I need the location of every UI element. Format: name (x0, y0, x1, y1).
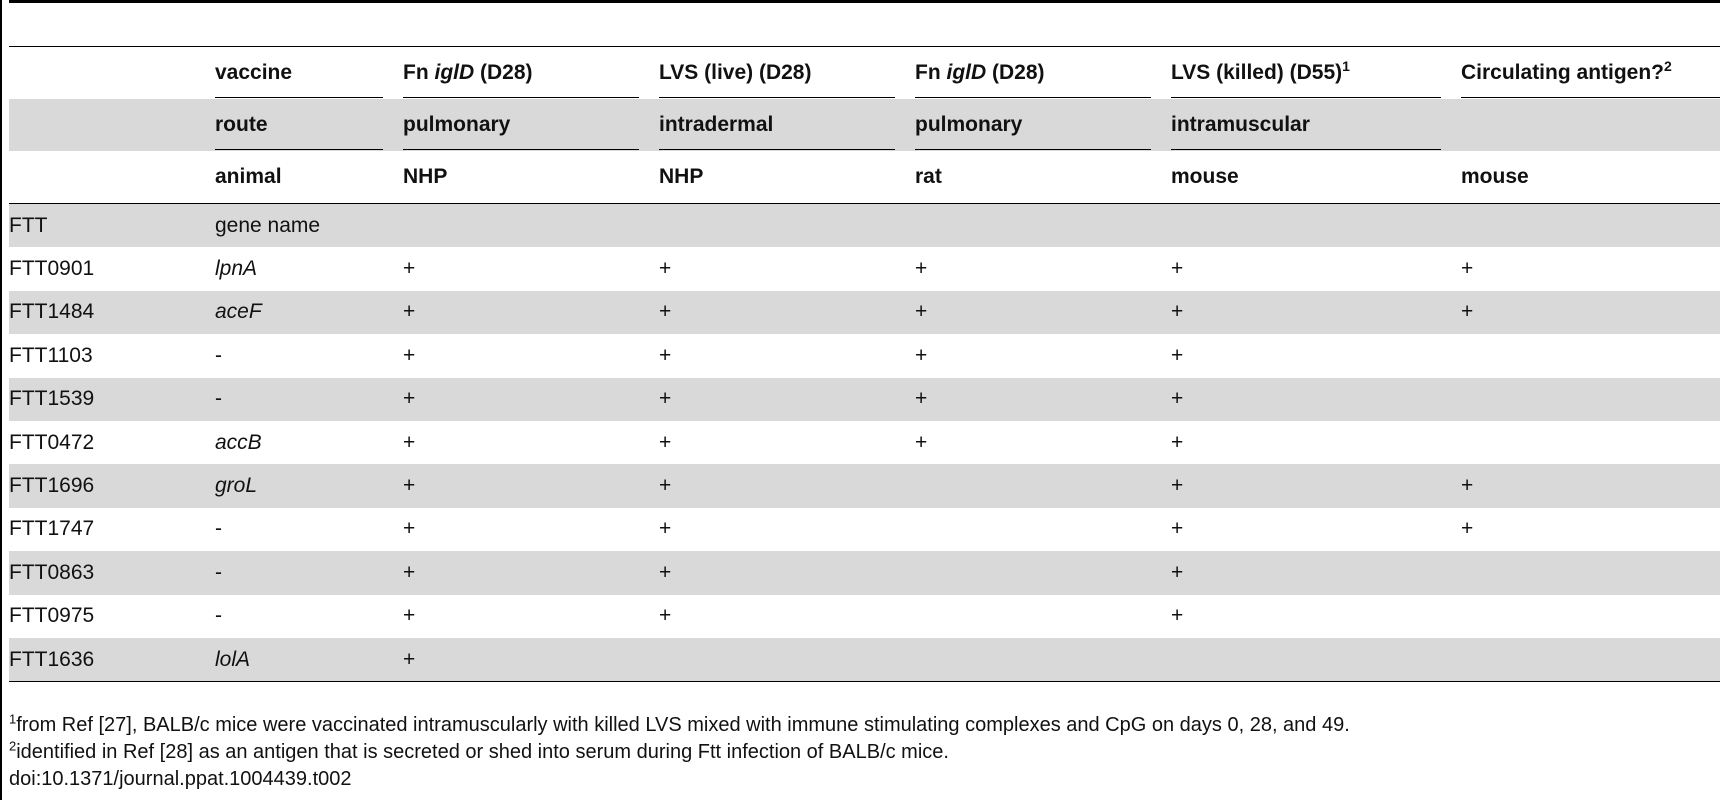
detection-mark-cell (915, 638, 1171, 682)
detection-mark-cell: + (659, 343, 672, 367)
vaccine-col-5: Circulating antigen?$^2$ (1461, 49, 1720, 98)
detection-mark-cell: + (1171, 343, 1184, 367)
footnote-1: $^1$from Ref [27], BALB/c mice were vaccinated intramuscularly with killed LVS mixed with immune stimulating complexes and CpG on days 0, 28, and 49. (9, 711, 1350, 736)
detection-mark-cell (915, 508, 1171, 551)
header-label-route: route (215, 101, 383, 150)
header-row-vaccine (9, 47, 1720, 100)
detection-mark-cell: + (1171, 604, 1184, 628)
table-row (9, 247, 1720, 290)
ftt-id-cell: FTT0901 (9, 257, 95, 281)
detection-mark-cell: + (659, 560, 672, 584)
detection-mark-cell: + (403, 560, 416, 584)
detection-mark-cell (1461, 638, 1720, 682)
detection-mark-cell (915, 595, 1171, 638)
table-row (9, 595, 1720, 638)
vaccine-col-1: Fn iglD (D28) (403, 49, 639, 98)
table-row (9, 464, 1720, 507)
animal-col-3: rat (915, 165, 942, 188)
detection-mark-cell: + (403, 638, 659, 682)
detection-mark-cell: + (659, 430, 672, 454)
table-row (9, 508, 1720, 551)
footnotes (9, 712, 1350, 793)
detection-mark-cell: + (1171, 387, 1184, 411)
ftt-id-cell: FTT0975 (9, 604, 95, 628)
ftt-id-cell: FTT1539 (9, 387, 95, 411)
results-table-container (9, 46, 1720, 682)
header-row-animal (9, 151, 1720, 204)
detection-mark-cell: + (1461, 474, 1474, 498)
detection-mark-cell (1461, 378, 1720, 421)
vaccine-col-4: LVS (killed) $(D55)^1$ (1171, 49, 1441, 98)
route-col-4: intramuscular (1171, 101, 1441, 150)
ftt-id-cell: FTT1484 (9, 300, 95, 324)
detection-mark-cell: + (659, 300, 672, 324)
ftt-id-cell: FTT1747 (9, 517, 95, 541)
detection-mark-cell: + (403, 257, 416, 281)
animal-col-1: NHP (403, 165, 448, 188)
vaccine-col-2: LVS (live) (D28) (659, 49, 895, 98)
ftt-id-cell: FTT1636 (9, 638, 215, 682)
detection-mark-cell: + (1171, 300, 1184, 324)
table-row (9, 378, 1720, 421)
detection-mark-cell (915, 464, 1171, 507)
detection-mark-cell: + (915, 430, 928, 454)
animal-col-5: mouse (1461, 165, 1529, 188)
table-row (9, 638, 1720, 682)
detection-mark-cell: + (403, 343, 416, 367)
column-label-row (9, 204, 1720, 248)
detection-mark-cell (1461, 595, 1720, 638)
top-rule (0, 0, 1720, 3)
gene-name-cell: lolA (215, 638, 403, 682)
footnote-2: $^2$identified in Ref [28] as an antigen that is secreted or shed into serum during Ftt infection of BALB/c mice. (9, 738, 949, 763)
ftt-id-cell: FTT0472 (9, 430, 95, 454)
detection-mark-cell: + (1171, 560, 1184, 584)
detection-mark-cell (659, 638, 915, 682)
gene-column-label: gene name (215, 213, 321, 237)
gene-name-cell: - (215, 343, 222, 367)
header-label-vaccine: vaccine (215, 49, 383, 98)
left-edge-rule (0, 0, 9, 800)
detection-mark-cell: + (1461, 300, 1474, 324)
detection-mark-cell: + (915, 387, 928, 411)
detection-mark-cell (1461, 334, 1720, 377)
detection-mark-cell: + (403, 517, 416, 541)
detection-mark-cell (1461, 551, 1720, 594)
detection-mark-cell: + (403, 300, 416, 324)
route-col-3: pulmonary (915, 101, 1151, 150)
table-row (9, 291, 1720, 334)
detection-mark-cell: + (1171, 257, 1184, 281)
gene-name-cell: - (215, 387, 222, 411)
header-label-animal: animal (215, 165, 282, 188)
detection-mark-cell: + (1461, 517, 1474, 541)
vaccine-col-3: Fn iglD (D28) (915, 49, 1151, 98)
detection-mark-cell: + (1171, 430, 1184, 454)
detection-mark-cell: + (915, 257, 928, 281)
gene-name-cell: groL (215, 474, 258, 498)
detection-mark-cell: + (403, 387, 416, 411)
detection-mark-cell: + (1461, 257, 1474, 281)
antigen-table (9, 46, 1720, 682)
gene-name-cell: accB (215, 430, 262, 454)
detection-mark-cell: + (659, 257, 672, 281)
gene-name-cell: lpnA (215, 257, 258, 281)
ftt-column-label: FTT (9, 213, 48, 237)
gene-name-cell: - (215, 560, 222, 584)
detection-mark-cell: + (915, 300, 928, 324)
detection-mark-cell: + (659, 474, 672, 498)
detection-mark-cell (915, 551, 1171, 594)
route-col-1: pulmonary (403, 101, 639, 150)
header-row-route (9, 99, 1720, 151)
gene-name-cell: aceF (215, 300, 262, 324)
ftt-id-cell: FTT0863 (9, 560, 95, 584)
detection-mark-cell (1171, 638, 1461, 682)
route-col-5 (1461, 99, 1720, 151)
header-empty-cell (9, 47, 215, 100)
table-row (9, 421, 1720, 464)
table-row (9, 551, 1720, 594)
animal-col-4: mouse (1171, 165, 1239, 188)
ftt-id-cell: FTT1103 (9, 343, 93, 367)
detection-mark-cell: + (915, 343, 928, 367)
detection-mark-cell: + (659, 387, 672, 411)
animal-col-2: NHP (659, 165, 704, 188)
detection-mark-cell: + (403, 604, 416, 628)
table-row (9, 334, 1720, 377)
detection-mark-cell: + (403, 474, 416, 498)
detection-mark-cell: + (1171, 517, 1184, 541)
detection-mark-cell: + (403, 430, 416, 454)
doi-reference: doi:10.1371/journal.ppat.1004439.t002 (9, 768, 352, 790)
gene-name-cell: - (215, 604, 222, 628)
detection-mark-cell: + (659, 604, 672, 628)
detection-mark-cell: + (659, 517, 672, 541)
ftt-id-cell: FTT1696 (9, 474, 95, 498)
detection-mark-cell (1461, 421, 1720, 464)
route-col-2: intradermal (659, 101, 895, 150)
detection-mark-cell: + (1171, 474, 1184, 498)
gene-name-cell: - (215, 517, 222, 541)
